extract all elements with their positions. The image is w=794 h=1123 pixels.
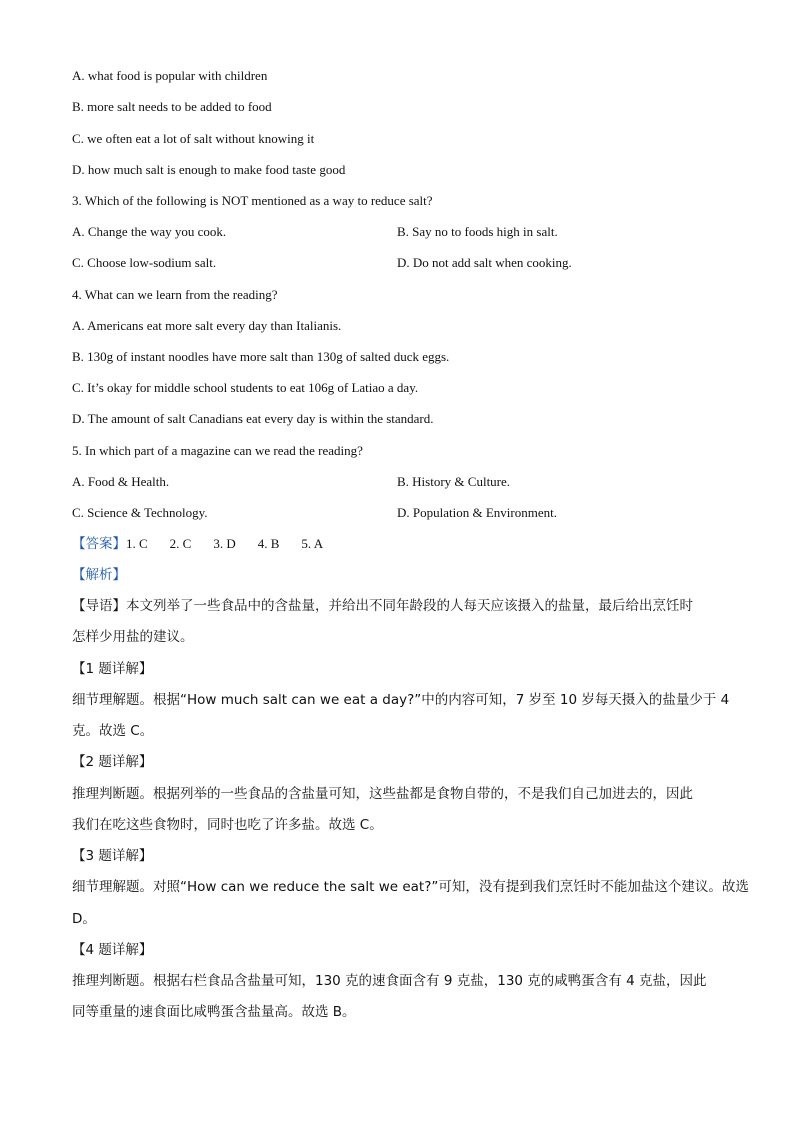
q2-option-c: C. we often eat a lot of salt without knowing it [72, 131, 315, 146]
intro-line-2: 怎样少用盐的建议。 [72, 629, 194, 645]
detail1-label: 【1 题详解】 [72, 661, 153, 677]
detail2-line-1: 推理判断题。根据列举的一些食品的含盐量可知，这些盐都是食物自带的，不是我们自己加进去的，因此 [72, 786, 693, 802]
detail2-line-2: 我们在吃这些食物时，同时也吃了许多盐。故选 C。 [72, 817, 383, 833]
q5-stem: 5. In which part of a magazine can we read the reading? [72, 443, 363, 458]
q2-option-b: B. more salt needs to be added to food [72, 99, 272, 114]
q4-option-d: D. The amount of salt Canadians eat every day is within the standard. [72, 411, 434, 426]
q4-option-b: B. 130g of instant noodles have more salt than 130g of salted duck eggs. [72, 349, 450, 364]
q3-option-c: C. Choose low-sodium salt. [72, 255, 217, 270]
q5-option-a: A. Food & Health. [72, 474, 170, 489]
answer-line [72, 536, 345, 552]
q3-option-d: D. Do not add salt when cooking. [397, 255, 572, 270]
q5-option-b: B. History & Culture. [397, 474, 511, 489]
answer-item: 4. B [257, 536, 280, 551]
answer-item: 5. A [301, 536, 324, 551]
detail3-line-1: 细节理解题。对照“How can we reduce the salt we eat?”可知，没有提到我们烹饪时不能加盐这个建议。故选 [72, 879, 749, 895]
answer-list [126, 536, 345, 552]
detail4-label: 【4 题详解】 [72, 942, 153, 958]
detail4-line-1: 推理判断题。根据右栏食品含盐量可知，130 克的速食面含有 9 克盐，130 克的咸鸭蛋含有 4 克盐，因此 [72, 973, 707, 989]
q4-option-c: C. It’s okay for middle school students to eat 106g of Latiao a day. [72, 380, 419, 395]
intro-line-1 [72, 598, 693, 614]
answer-item: 3. D [213, 536, 236, 551]
q2-option-d: D. how much salt is enough to make food taste good [72, 162, 346, 177]
q4-stem: 4. What can we learn from the reading? [72, 287, 278, 302]
detail1-line-2: 克。故选 C。 [72, 723, 154, 739]
q5-option-d: D. Population & Environment. [397, 505, 557, 520]
analysis-label: 【解析】 [72, 567, 126, 583]
intro-label: 【导语】 [72, 598, 126, 614]
q5-option-c: C. Science & Technology. [72, 505, 208, 520]
detail2-label: 【2 题详解】 [72, 754, 153, 770]
q3-stem: 3. Which of the following is NOT mentioned as a way to reduce salt? [72, 193, 433, 208]
detail1-line-1: 细节理解题。根据“How much salt can we eat a day?”中的内容可知，7 岁至 10 岁每天摄入的盐量少于 4 [72, 692, 730, 708]
q3-option-a: A. Change the way you cook. [72, 224, 227, 239]
detail3-line-2: D。 [72, 911, 96, 927]
answer-label: 【答案】 [72, 536, 126, 552]
detail4-line-2: 同等重量的速食面比咸鸭蛋含盐量高。故选 B。 [72, 1004, 356, 1020]
detail3-label: 【3 题详解】 [72, 848, 153, 864]
answer-item: 1. C [126, 536, 148, 551]
answer-item: 2. C [169, 536, 192, 551]
q3-option-b: B. Say no to foods high in salt. [397, 224, 558, 239]
q2-option-a: A. what food is popular with children [72, 68, 268, 83]
intro-text: 本文列举了一些食品中的含盐量，并给出不同年龄段的人每天应该摄入的盐量，最后给出烹饪时 [126, 598, 693, 614]
q4-option-a: A. Americans eat more salt every day than Italianis. [72, 318, 342, 333]
